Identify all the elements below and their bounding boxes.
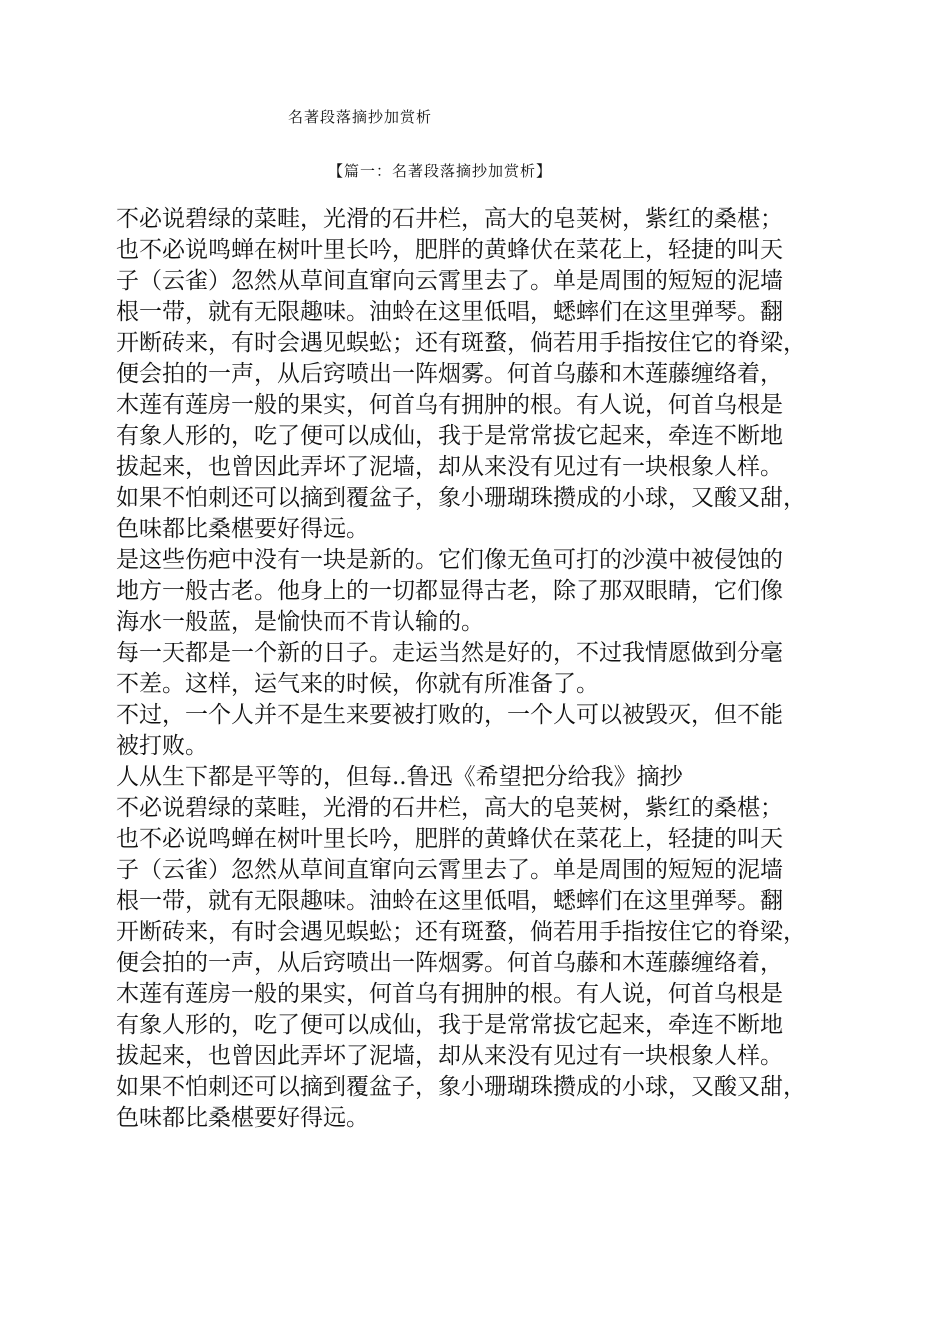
text-line: 不必说碧绿的菜畦，光滑的石井栏，高大的皂荚树，紫红的桑椹； — [116, 795, 783, 821]
text-line: 拔起来，也曾因此弄坏了泥墙，却从来没有见过有一块根象人样。 — [116, 1043, 783, 1069]
text-line: 开断砖来，有时会遇见蜈蚣；还有斑蝥，倘若用手指按住它的脊梁， — [116, 919, 806, 945]
text-line: 根一带，就有无限趣味。油蛉在这里低唱，蟋蟀们在这里弹琴。翻 — [116, 888, 783, 914]
text-line: 不差。这样，运气来的时候，你就有所准备了。 — [116, 671, 599, 697]
text-line: 子（云雀）忽然从草间直窜向云霄里去了。单是周围的短短的泥墙 — [116, 857, 783, 883]
section-heading: 【篇一：名著段落摘抄加赏析】 — [328, 162, 553, 180]
text-line: 色味都比桑椹要好得远。 — [116, 516, 369, 542]
text-line: 便会拍的一声，从后窍喷出一阵烟雾。何首乌藤和木莲藤缠络着， — [116, 361, 783, 387]
text-line: 开断砖来，有时会遇见蜈蚣；还有斑蝥，倘若用手指按住它的脊梁， — [116, 330, 806, 356]
text-line: 有象人形的，吃了便可以成仙，我于是常常拔它起来，牵连不断地 — [116, 423, 783, 449]
text-line: 也不必说鸣蝉在树叶里长吟，肥胖的黄蜂伏在菜花上，轻捷的叫天 — [116, 237, 783, 263]
text-line: 每一天都是一个新的日子。走运当然是好的，不过我情愿做到分毫 — [116, 640, 783, 666]
body-text — [116, 204, 836, 1134]
document-title: 名著段落摘抄加赏析 — [288, 108, 433, 126]
text-line: 如果不怕刺还可以摘到覆盆子，象小珊瑚珠攒成的小球，又酸又甜， — [116, 485, 806, 511]
text-line: 人从生下都是平等的，但每..鲁迅《希望把分给我》摘抄 — [116, 764, 683, 790]
text-line: 根一带，就有无限趣味。油蛉在这里低唱，蟋蟀们在这里弹琴。翻 — [116, 299, 783, 325]
text-line: 是这些伤疤中没有一块是新的。它们像无鱼可打的沙漠中被侵蚀的 — [116, 547, 783, 573]
text-line: 不必说碧绿的菜畦，光滑的石井栏，高大的皂荚树，紫红的桑椹； — [116, 206, 783, 232]
text-line: 便会拍的一声，从后窍喷出一阵烟雾。何首乌藤和木莲藤缠络着， — [116, 950, 783, 976]
text-line: 海水一般蓝，是愉快而不肯认输的。 — [116, 609, 484, 635]
text-line: 被打败。 — [116, 733, 208, 759]
text-line: 木莲有莲房一般的果实，何首乌有拥肿的根。有人说，何首乌根是 — [116, 392, 783, 418]
text-line: 子（云雀）忽然从草间直窜向云霄里去了。单是周围的短短的泥墙 — [116, 268, 783, 294]
text-line: 木莲有莲房一般的果实，何首乌有拥肿的根。有人说，何首乌根是 — [116, 981, 783, 1007]
text-line: 拔起来，也曾因此弄坏了泥墙，却从来没有见过有一块根象人样。 — [116, 454, 783, 480]
text-line: 有象人形的，吃了便可以成仙，我于是常常拔它起来，牵连不断地 — [116, 1012, 783, 1038]
text-line: 如果不怕刺还可以摘到覆盆子，象小珊瑚珠攒成的小球，又酸又甜， — [116, 1074, 806, 1100]
text-line: 地方一般古老。他身上的一切都显得古老，除了那双眼睛，它们像 — [116, 578, 783, 604]
text-line: 也不必说鸣蝉在树叶里长吟，肥胖的黄蜂伏在菜花上，轻捷的叫天 — [116, 826, 783, 852]
text-line: 色味都比桑椹要好得远。 — [116, 1105, 369, 1131]
text-line: 不过，一个人并不是生来要被打败的，一个人可以被毁灭，但不能 — [116, 702, 783, 728]
